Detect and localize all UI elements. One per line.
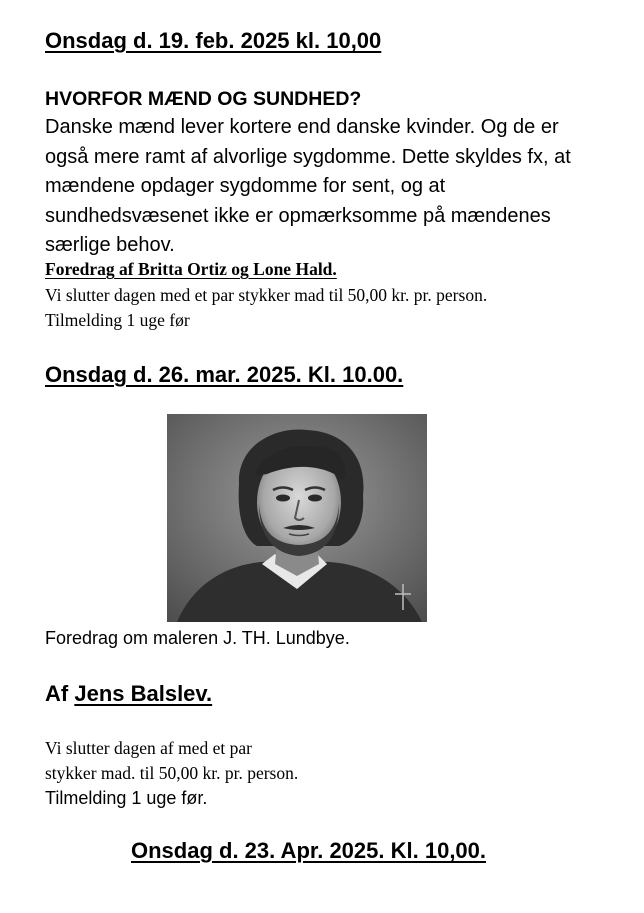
event1-speaker: Foredrag af Britta Ortiz og Lone Hald. <box>45 259 337 279</box>
event1-description <box>45 113 625 261</box>
lundbye-portrait-image <box>167 414 427 622</box>
description-line: mændene opdager sygdomme for sent, og at <box>45 175 446 197</box>
description-line: særlige behov. <box>45 234 175 256</box>
description-line: også mere ramt af alvorlige sygdomme. Dette skyldes fx, at <box>45 145 571 168</box>
portrait-painting-icon <box>167 414 427 622</box>
description-line: sundhedsvæsenet ikke er opmærksomme på mændenes <box>45 204 551 227</box>
event1-title: HVORFOR MÆND OG SUNDHED? <box>45 88 362 110</box>
event1-date-heading: Onsdag d. 19. feb. 2025 kl. 10,00 <box>45 28 382 53</box>
speaker-prefix: Af <box>45 681 69 706</box>
event1-meal-info: Vi slutter dagen med et par stykker mad til 50,00 kr. pr. person. <box>45 285 488 305</box>
description-line: Danske mænd lever kortere end danske kvinder. Og de er <box>45 116 559 138</box>
event2-date-heading: Onsdag d. 26. mar. 2025. Kl. 10.00. <box>45 362 404 387</box>
event1-signup: Tilmelding 1 uge før <box>45 310 190 330</box>
speaker-name: Jens Balslev. <box>74 681 213 706</box>
event3-date-heading: Onsdag d. 23. Apr. 2025. Kl. 10,00. <box>131 838 487 863</box>
event2-caption: Foredrag om maleren J. TH. Lundbye. <box>45 628 350 648</box>
event2-speaker <box>45 681 212 707</box>
event2-meal-line-1: Vi slutter dagen af med et par <box>45 738 252 758</box>
event2-meal-line-2: stykker mad. til 50,00 kr. pr. person. <box>45 763 299 783</box>
event2-signup: Tilmelding 1 uge før. <box>45 788 208 808</box>
